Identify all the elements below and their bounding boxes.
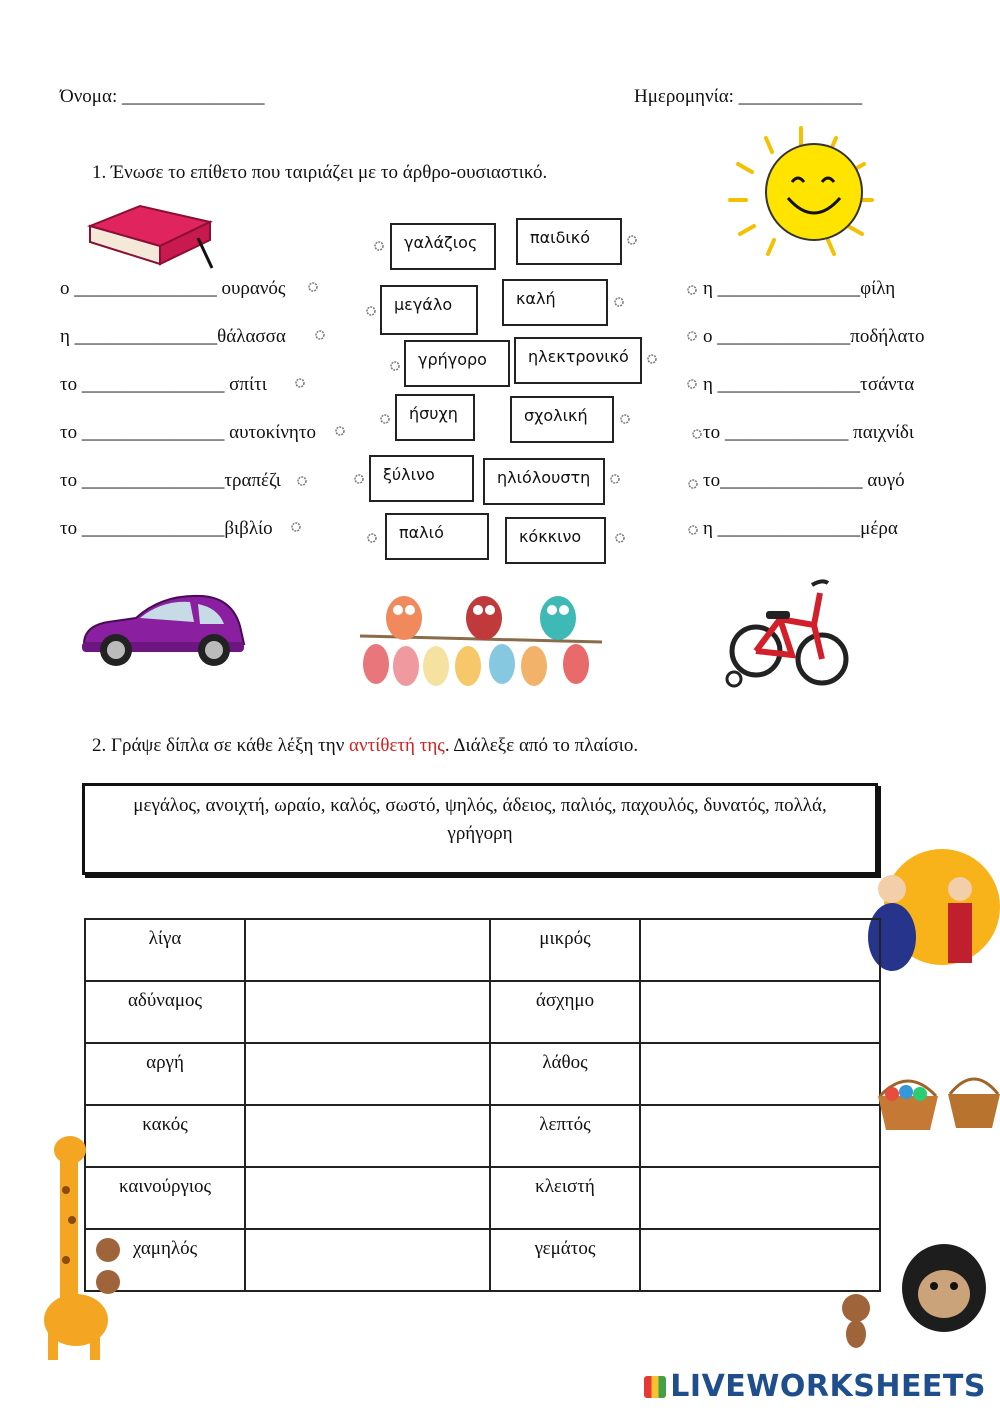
match-dot-icon[interactable] — [613, 296, 625, 308]
bicycle-icon — [722, 575, 852, 693]
answer-cell[interactable] — [245, 1105, 490, 1167]
book-icon — [80, 202, 220, 272]
match-dot-icon[interactable] — [366, 532, 378, 544]
match-dot-icon[interactable] — [296, 475, 308, 487]
instruction-1: 1. Ένωσε το επίθετο που ταιριάζει με το άρθρο-ουσιαστικό. — [92, 162, 548, 183]
liveworksheets-logo: LIVEWORKSHEETS — [644, 1369, 986, 1404]
match-dot-icon[interactable] — [290, 521, 302, 533]
word-box[interactable]: γρήγορο — [404, 340, 510, 387]
right-row-5[interactable]: το_______________ αυγό — [703, 470, 905, 491]
word-box[interactable]: κόκκινο — [505, 517, 606, 564]
right-row-1[interactable]: η _______________φίλη — [703, 278, 896, 299]
instruction-2: 2. Γράψε δίπλα σε κάθε λέξη την αντίθετή της. Διάλεξε από το πλαίσιο. — [92, 735, 639, 756]
match-dot-icon[interactable] — [307, 281, 319, 293]
left-row-5[interactable]: το _______________τραπέζι — [60, 470, 281, 491]
word-box[interactable]: παλιό — [385, 513, 489, 560]
match-dot-icon[interactable] — [646, 353, 658, 365]
answer-cell[interactable] — [245, 981, 490, 1043]
sun-icon — [726, 124, 876, 259]
answer-cell[interactable] — [245, 1043, 490, 1105]
answer-cell[interactable] — [245, 1229, 490, 1291]
word-cell: άσχημο — [490, 981, 640, 1043]
table-row — [85, 1043, 880, 1105]
word-cell: λεπτός — [490, 1105, 640, 1167]
right-row-4[interactable]: το _____________ παιχνίδι — [703, 422, 914, 443]
answer-cell[interactable] — [640, 919, 880, 981]
car-icon — [78, 592, 248, 672]
right-row-3[interactable]: η _______________τσάντα — [703, 374, 915, 395]
table-row — [85, 981, 880, 1043]
match-dot-icon[interactable] — [687, 524, 699, 536]
word-box[interactable]: καλή — [502, 279, 608, 326]
left-row-2[interactable]: η _______________θάλασσα — [60, 326, 286, 347]
word-cell: γεμάτος — [490, 1229, 640, 1291]
match-dot-icon[interactable] — [691, 428, 703, 440]
match-dot-icon[interactable] — [314, 329, 326, 341]
giraffe-image — [30, 1130, 130, 1362]
match-dot-icon[interactable] — [334, 425, 346, 437]
match-dot-icon[interactable] — [687, 478, 699, 490]
word-cell: χαμηλός — [85, 1229, 245, 1291]
table-row — [85, 1167, 880, 1229]
match-dot-icon[interactable] — [614, 532, 626, 544]
word-cell: κλειστή — [490, 1167, 640, 1229]
left-row-3[interactable]: το _______________ σπίτι — [60, 374, 267, 395]
word-box[interactable]: ηλεκτρονικό — [514, 337, 642, 384]
logo-icon — [644, 1376, 666, 1398]
right-row-2[interactable]: ο ______________ποδήλατο — [703, 326, 925, 347]
owls-eggs-image — [356, 590, 606, 690]
table-row — [85, 919, 880, 981]
word-cell: λίγα — [85, 919, 245, 981]
word-box[interactable]: ξύλινο — [369, 455, 474, 502]
right-row-6[interactable]: η _______________μέρα — [703, 518, 898, 539]
word-cell: καινούργιος — [85, 1167, 245, 1229]
match-dot-icon[interactable] — [686, 284, 698, 296]
word-box[interactable]: ήσυχη — [395, 394, 475, 441]
options-text: μεγάλος, ανοιχτή, ωραίο, καλός, σωστό, ψηλός, άδειος, παλιός, παχουλός, δυνατός, πολλά, γρήγορη — [133, 795, 827, 844]
word-box[interactable]: παιδικό — [516, 218, 622, 265]
left-row-4[interactable]: το _______________ αυτοκίνητο — [60, 422, 316, 443]
match-dot-icon[interactable] — [353, 473, 365, 485]
match-dot-icon[interactable] — [609, 473, 621, 485]
word-cell: κακός — [85, 1105, 245, 1167]
match-dot-icon[interactable] — [379, 413, 391, 425]
match-dot-icon[interactable] — [686, 378, 698, 390]
word-box[interactable]: μεγάλο — [380, 285, 478, 335]
answer-cell[interactable] — [640, 981, 880, 1043]
word-box[interactable]: ηλιόλουστη — [483, 458, 605, 505]
answer-cell[interactable] — [640, 1167, 880, 1229]
answer-cell[interactable] — [245, 1167, 490, 1229]
word-box[interactable]: σχολική — [510, 396, 614, 443]
answer-cell[interactable] — [640, 1043, 880, 1105]
name-field[interactable]: Όνομα: _______________ — [60, 86, 265, 107]
date-field[interactable]: Ημερομηνία: _____________ — [634, 86, 863, 107]
left-row-1[interactable]: ο _______________ ουρανός — [60, 278, 286, 299]
word-cell: λάθος — [490, 1043, 640, 1105]
table-row — [85, 1105, 880, 1167]
word-cell: μικρός — [490, 919, 640, 981]
word-cell: αδύναμος — [85, 981, 245, 1043]
match-dot-icon[interactable] — [686, 330, 698, 342]
word-box[interactable]: γαλάζιος — [390, 223, 496, 270]
match-dot-icon[interactable] — [389, 360, 401, 372]
match-dot-icon[interactable] — [626, 234, 638, 246]
table-row — [85, 1229, 880, 1291]
options-box — [82, 783, 878, 875]
word-cell: αργή — [85, 1043, 245, 1105]
match-dot-icon[interactable] — [373, 240, 385, 252]
match-dot-icon[interactable] — [365, 305, 377, 317]
antonyms-table — [84, 918, 881, 1292]
baskets-image — [876, 1066, 1000, 1136]
match-dot-icon[interactable] — [294, 377, 306, 389]
left-row-6[interactable]: το _______________βιβλίο — [60, 518, 273, 539]
instruction-2-highlight: αντίθετή της — [349, 735, 445, 756]
answer-cell[interactable] — [640, 1105, 880, 1167]
match-dot-icon[interactable] — [619, 413, 631, 425]
answer-cell[interactable] — [245, 919, 490, 981]
monkeys-image — [834, 1238, 994, 1348]
